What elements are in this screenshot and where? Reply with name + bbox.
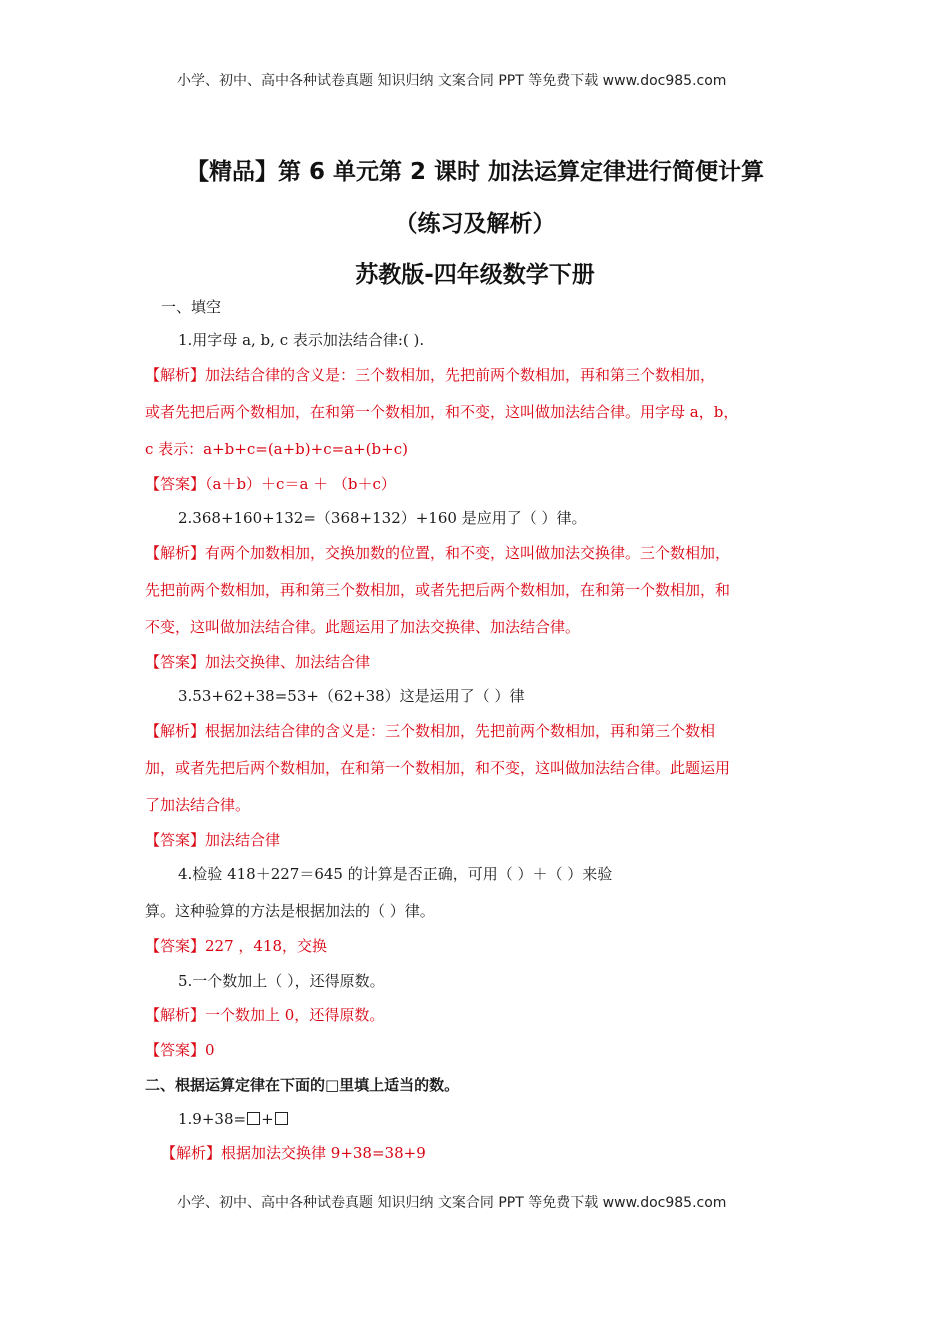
section2-heading: 二、根据运算定律在下面的□里填上适当的数。 xyxy=(145,1076,460,1094)
section2-analysis-1: 【解析】根据加法交换律 9+38=38+9 xyxy=(161,1144,426,1162)
question-1: 1.用字母 a, b, c 表示加法结合律:( ). xyxy=(178,331,425,349)
analysis-2-line3: 不变，这叫做加法结合律。此题运用了加法交换律、加法结合律。 xyxy=(145,618,581,636)
analysis-2-line1: 【解析】有两个加数相加，交换加数的位置，和不变，这叫做加法交换律。三个数相加， xyxy=(145,544,731,562)
answer-box[interactable] xyxy=(247,1112,260,1125)
answer-2: 【答案】加法交换律、加法结合律 xyxy=(145,653,371,671)
page-footer: 小学、初中、高中各种试卷真题 知识归纳 文案合同 PPT 等免费下载 www.doc985.com xyxy=(177,1195,727,1211)
question-2: 2.368+160+132=（368+132）+160 是应用了（ ）律。 xyxy=(178,509,587,527)
answer-4: 【答案】227 ，418，交换 xyxy=(145,937,328,955)
page-header: 小学、初中、高中各种试卷真题 知识归纳 文案合同 PPT 等免费下载 www.doc985.com xyxy=(177,73,727,89)
document-title-line3: 苏教版-四年级数学下册 xyxy=(355,262,595,288)
section1-heading: 一、填空 xyxy=(161,298,222,316)
analysis-1-line1: 【解析】加法结合律的含义是：三个数相加，先把前两个数相加，再和第三个数相加， xyxy=(145,366,716,384)
answer-5: 【答案】0 xyxy=(145,1041,215,1059)
question-4-line2: 算。这种验算的方法是根据加法的（ ）律。 xyxy=(145,902,435,920)
section2-question-1-prefix: 1.9+38= xyxy=(178,1110,247,1128)
analysis-3-line3: 了加法结合律。 xyxy=(145,796,251,814)
analysis-3-line2: 加，或者先把后两个数相加，在和第一个数相加，和不变，这叫做加法结合律。此题运用 xyxy=(145,759,731,777)
document-title-line1: 【精品】第 6 单元第 2 课时 加法运算定律进行简便计算 xyxy=(185,159,765,185)
answer-box[interactable] xyxy=(275,1112,288,1125)
plus-sign: + xyxy=(261,1110,274,1128)
analysis-1-line2: 或者先把后两个数相加，在和第一个数相加，和不变，这叫做加法结合律。用字母 a，b， xyxy=(145,403,739,421)
question-4-line1: 4.检验 418＋227＝645 的计算是否正确，可用（ ）＋（ ）来验 xyxy=(178,865,613,883)
analysis-3-line1: 【解析】根据加法结合律的含义是：三个数相加，先把前两个数相加，再和第三个数相 xyxy=(145,722,716,740)
question-5: 5.一个数加上（ ），还得原数。 xyxy=(178,972,385,990)
answer-1: 【答案】（a＋b）＋c＝a ＋ （b＋c） xyxy=(145,475,396,493)
question-3: 3.53+62+38=53+（62+38）这是运用了（ ）律 xyxy=(178,687,525,705)
analysis-1-line3: c 表示：a+b+c=(a+b)+c=a+(b+c) xyxy=(145,440,408,458)
analysis-5: 【解析】一个数加上 0，还得原数。 xyxy=(145,1006,385,1024)
document-title-line2: （练习及解析） xyxy=(394,211,556,237)
answer-3: 【答案】加法结合律 xyxy=(145,831,281,849)
analysis-2-line2: 先把前两个数相加，再和第三个数相加，或者先把后两个数相加，在和第一个数相加，和 xyxy=(145,581,731,599)
section2-question-1 xyxy=(178,1109,289,1129)
